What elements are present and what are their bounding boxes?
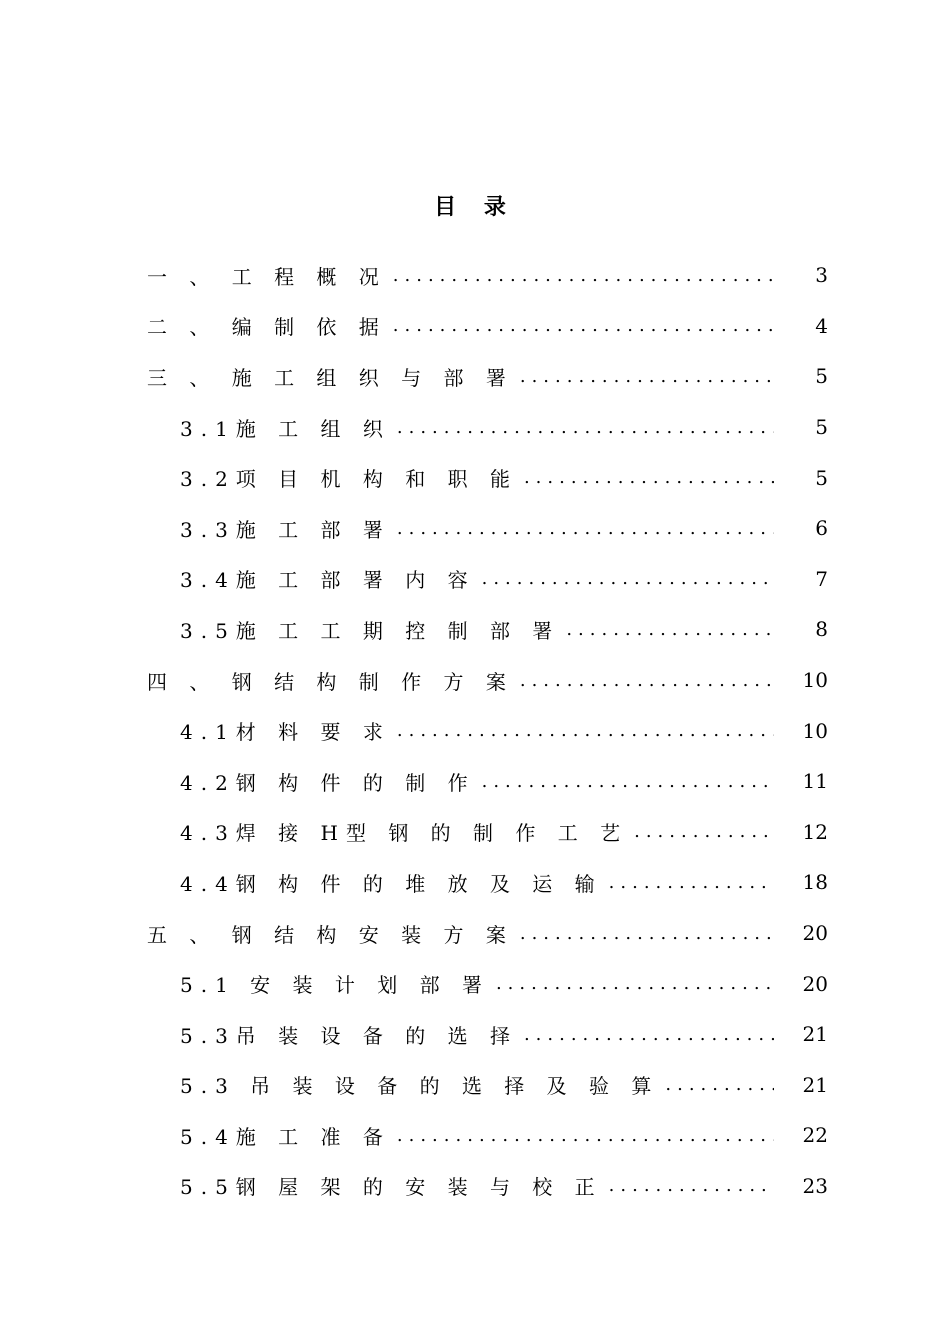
toc-dot-leader bbox=[634, 821, 774, 842]
toc-entry[interactable] bbox=[0, 554, 950, 605]
toc-entry[interactable] bbox=[0, 705, 950, 756]
toc-entry[interactable] bbox=[0, 503, 950, 554]
toc-dot-leader bbox=[482, 568, 774, 589]
toc-dot-leader bbox=[393, 265, 774, 286]
toc-entry-page: 20 bbox=[802, 921, 828, 946]
toc-entry-label: 一 、 工 程 概 况 bbox=[147, 264, 387, 289]
toc-entry-page: 23 bbox=[802, 1173, 828, 1198]
toc-entry[interactable] bbox=[0, 301, 950, 352]
toc-dot-leader bbox=[393, 315, 774, 336]
toc-entry-label: 5.3吊 装 设 备 的 选 择 bbox=[180, 1023, 518, 1048]
toc-entry-label: 4.3焊 接 H型 钢 的 制 作 工 艺 bbox=[180, 821, 629, 846]
toc-entry-label: 二 、 编 制 依 据 bbox=[147, 315, 387, 340]
toc-entry[interactable] bbox=[0, 250, 950, 301]
toc-entry[interactable] bbox=[0, 1110, 950, 1161]
toc-entry-label: 4.2钢 构 件 的 制 作 bbox=[180, 770, 476, 795]
toc-entry[interactable] bbox=[0, 807, 950, 858]
toc-entry-page: 5 bbox=[815, 364, 828, 389]
toc-entry-label: 5.5钢 屋 架 的 安 装 与 校 正 bbox=[180, 1175, 603, 1200]
toc-entry[interactable] bbox=[0, 1161, 950, 1212]
toc-dot-leader bbox=[397, 1125, 774, 1146]
toc-entry-label: 4.4钢 构 件 的 堆 放 及 运 输 bbox=[180, 871, 603, 896]
toc-dot-leader bbox=[397, 518, 774, 539]
toc-entry-label: 3.3施 工 部 署 bbox=[180, 517, 391, 542]
toc-entry-page: 8 bbox=[815, 617, 828, 642]
toc-entry-label: 5.1 安 装 计 划 部 署 bbox=[180, 973, 490, 998]
toc-entry[interactable] bbox=[0, 1060, 950, 1111]
toc-entry[interactable] bbox=[0, 958, 950, 1009]
toc-entry-page: 5 bbox=[815, 465, 828, 490]
toc-entry-page: 22 bbox=[802, 1123, 828, 1148]
toc-entry[interactable] bbox=[0, 908, 950, 959]
toc-entry[interactable] bbox=[0, 402, 950, 453]
toc-dot-leader bbox=[397, 720, 774, 741]
toc-entry-label: 3.5施 工 工 期 控 制 部 署 bbox=[180, 618, 561, 643]
toc-entry[interactable] bbox=[0, 857, 950, 908]
toc-entry[interactable] bbox=[0, 1009, 950, 1060]
toc-dot-leader bbox=[397, 417, 774, 438]
toc-entry-page: 5 bbox=[815, 415, 828, 440]
toc-dot-leader bbox=[520, 366, 774, 387]
toc-dot-leader bbox=[496, 973, 774, 994]
toc-entry-page: 6 bbox=[815, 516, 828, 541]
toc-dot-leader bbox=[566, 619, 774, 640]
toc-dot-leader bbox=[609, 872, 774, 893]
toc-entry-page: 12 bbox=[802, 819, 828, 844]
toc-entry[interactable] bbox=[0, 604, 950, 655]
toc-entry-page: 10 bbox=[802, 718, 828, 743]
toc-dot-leader bbox=[609, 1175, 774, 1196]
toc-dot-leader bbox=[520, 923, 774, 944]
toc-entry-label: 4.1材 料 要 求 bbox=[180, 720, 391, 745]
toc-entry-page: 20 bbox=[802, 971, 828, 996]
toc-entry-page: 3 bbox=[815, 263, 828, 288]
toc-entry[interactable] bbox=[0, 655, 950, 706]
toc-entry[interactable] bbox=[0, 756, 950, 807]
toc-entry-page: 18 bbox=[802, 870, 828, 895]
toc-entry-label: 3.1施 工 组 织 bbox=[180, 416, 391, 441]
toc-entry-label: 5.3 吊 装 设 备 的 选 择 及 验 算 bbox=[180, 1074, 660, 1099]
toc-list bbox=[0, 250, 950, 1211]
toc-entry-label: 五 、 钢 结 构 安 装 方 案 bbox=[147, 922, 514, 947]
toc-entry[interactable] bbox=[0, 351, 950, 402]
toc-entry-page: 11 bbox=[802, 769, 828, 794]
toc-dot-leader bbox=[524, 467, 774, 488]
toc-entry-label: 3.2项 目 机 构 和 职 能 bbox=[180, 467, 518, 492]
toc-entry-page: 21 bbox=[802, 1072, 828, 1097]
toc-dot-leader bbox=[524, 1024, 774, 1045]
toc-dot-leader bbox=[665, 1074, 774, 1095]
toc-dot-leader bbox=[520, 670, 774, 691]
toc-dot-leader bbox=[482, 771, 774, 792]
toc-entry-label: 5.4施 工 准 备 bbox=[180, 1124, 391, 1149]
toc-entry-page: 7 bbox=[815, 566, 828, 591]
toc-title: 目 录 bbox=[434, 194, 516, 220]
toc-entry-page: 10 bbox=[802, 668, 828, 693]
toc-entry-label: 四 、 钢 结 构 制 作 方 案 bbox=[147, 669, 514, 694]
toc-entry-page: 21 bbox=[802, 1022, 828, 1047]
toc-entry-page: 4 bbox=[815, 313, 828, 338]
toc-entry[interactable] bbox=[0, 452, 950, 503]
toc-entry-label: 3.4施 工 部 署 内 容 bbox=[180, 568, 476, 593]
toc-entry-label: 三 、 施 工 组 织 与 部 署 bbox=[147, 365, 514, 390]
